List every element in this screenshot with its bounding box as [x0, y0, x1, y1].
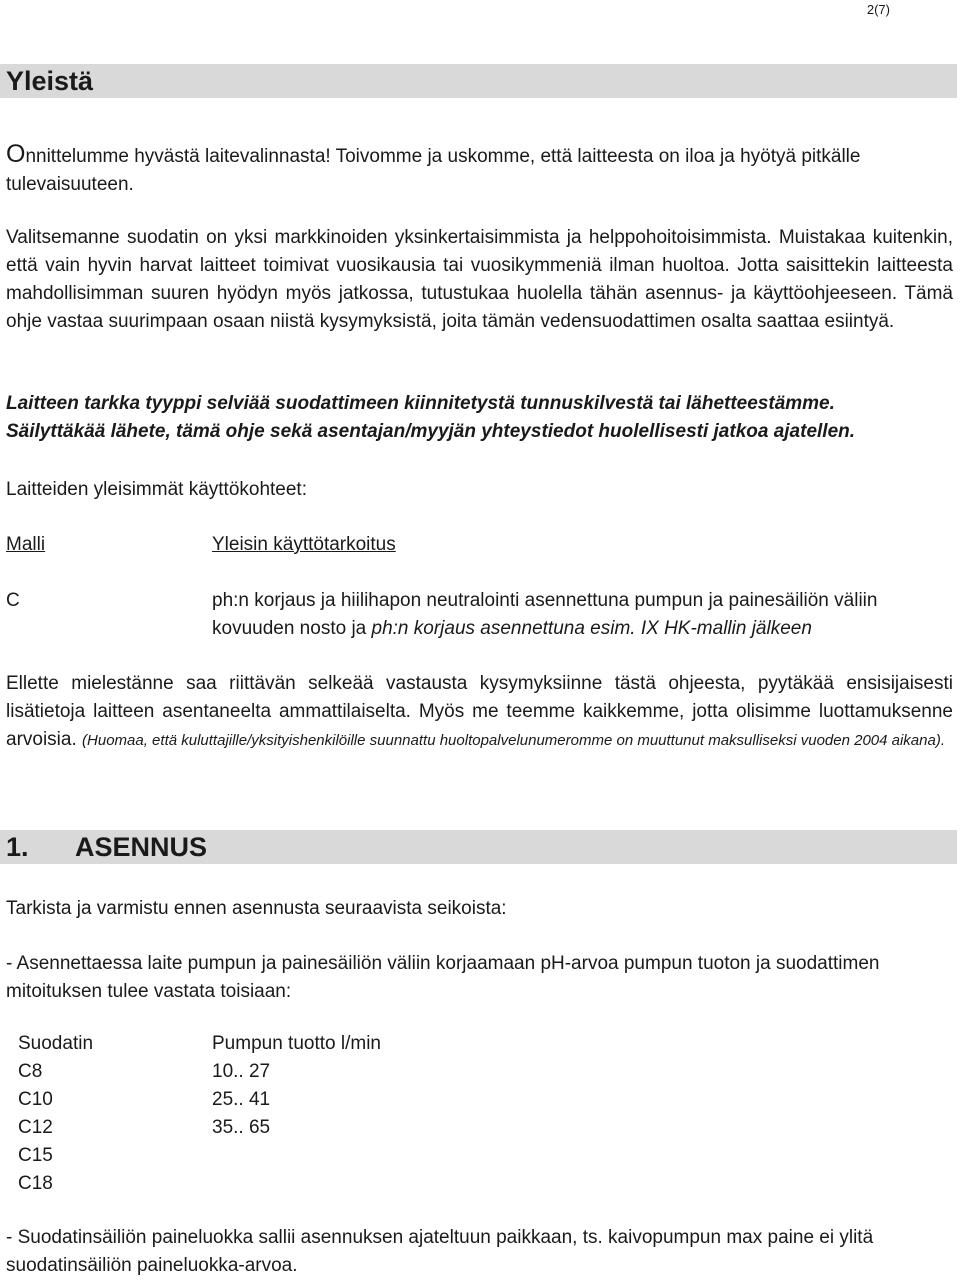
table-row: [18, 1142, 381, 1170]
table-cell-filter: C8: [18, 1061, 43, 1082]
page-number: 2(7): [866, 2, 890, 17]
table-cell-flow: 10.. 27: [212, 1061, 271, 1082]
intro-text: nnittelumme hyvästä laitevalinnasta! Toivomme ja uskomme, että laitteesta on iloa ja hyötyä pitkälle tulevaisuuteen.: [6, 146, 861, 195]
use-line-2-italic: ph:n korjaus asennettuna esim. IX HK-mallin jälkeen: [371, 618, 812, 639]
section-band-general: [0, 64, 957, 98]
paragraph-3-text: Ellette mielestänne saa riittävän selkeää vastausta kysymyksiinne tästä ohjeesta, pyytäkää ensisijaisesti lisätietoja laitteen asentaneelta ammattilaiselta. Myös me teemme kaikkemme, jotta olisimme luottamuksenne arvoisia.: [6, 673, 953, 750]
emphasis-line-2: Säilyttäkää lähete, tämä ohje sekä asentajan/myyjän yhteystiedot huolellisesti jatkoa ajatellen.: [6, 421, 856, 442]
intro-first-letter: O: [6, 140, 26, 168]
table-cell-filter: C15: [18, 1145, 53, 1166]
table-cell-flow: 35.. 65: [212, 1117, 271, 1138]
intro-paragraph: [6, 140, 953, 199]
emphasis-line-1: Laitteen tarkka tyyppi selviää suodattimeen kiinnitetystä tunnuskilvestä tai lähetteestämme.: [6, 393, 835, 414]
table-row: [18, 1114, 381, 1142]
section-title-install: ASENNUS: [75, 832, 208, 862]
table-row: [18, 1058, 381, 1086]
table-cell-flow: [212, 1142, 381, 1170]
table-row: [18, 1170, 381, 1198]
table-cell-filter: C18: [18, 1173, 53, 1194]
table-cell-filter: C12: [18, 1117, 53, 1138]
table-cell-flow: 25.. 41: [212, 1089, 271, 1110]
table-cell-filter: C10: [18, 1089, 53, 1110]
filter-table: [18, 1030, 381, 1198]
paragraph-3: [6, 670, 953, 755]
table-row: [18, 1086, 381, 1114]
table-header-row: [18, 1030, 381, 1058]
section-title-general: Yleistä: [6, 66, 94, 96]
use-line-2: [212, 615, 957, 643]
use-line-1: ph:n korjaus ja hiilihapon neutralointi asennettuna pumpun ja painesäiliön väliin: [212, 590, 878, 611]
table-cell-flow: [212, 1170, 381, 1198]
table-header-filter: Suodatin: [18, 1033, 94, 1054]
column-header-use: Yleisin käyttötarkoitus: [212, 534, 396, 555]
use-line-2-plain: kovuuden nosto ja: [212, 618, 372, 639]
paragraph-2: Valitsemanne suodatin on yksi markkinoiden yksinkertaisimmista ja helppohoitoisimmista. Muistakaa kuitenkin, että vain hyvin harvat laitteet toimivat vuosikausia tai vuosikymmeniä ilman huoltoa. Jotta saisittekin laitteesta mahdollisimman suuren hyödyn myös jatkossa, tutustukaa huolella tähän asennus- ja käyttöohjeeseen. Tämä ohje vastaa suurimpaan osaan niistä kysymyksistä, joita tämän vedensuodattimen osalta saattaa esiintyä.: [6, 227, 953, 332]
bullet-1: - Asennettaessa laite pumpun ja painesäiliön väliin korjaamaan pH-arvoa pumpun tuoton ja suodattimen mitoituksen tulee vastata toisiaan:: [6, 953, 880, 1002]
uses-heading: Laitteiden yleisimmät käyttökohteet:: [6, 479, 307, 500]
check-heading: Tarkista ja varmistu ennen asennusta seuraavista seikoista:: [6, 898, 507, 919]
bullet-2: - Suodatinsäiliön paineluokka sallii asennuksen ajateltuun paikkaan, ts. kaivopumpun max paine ei ylitä suodatinsäiliön paineluokka-arvoa.: [6, 1227, 874, 1276]
section-number-install: 1.: [6, 832, 29, 862]
model-value: C: [6, 590, 20, 611]
paragraph-3-note: (Huomaa, että kuluttajille/yksityishenkilöille suunnattu huoltopalvelunumeromme on muuttunut maksulliseksi vuoden 2004 aikana).: [82, 732, 945, 749]
column-header-model: Malli: [6, 534, 46, 555]
table-header-flow: Pumpun tuotto l/min: [212, 1033, 381, 1054]
